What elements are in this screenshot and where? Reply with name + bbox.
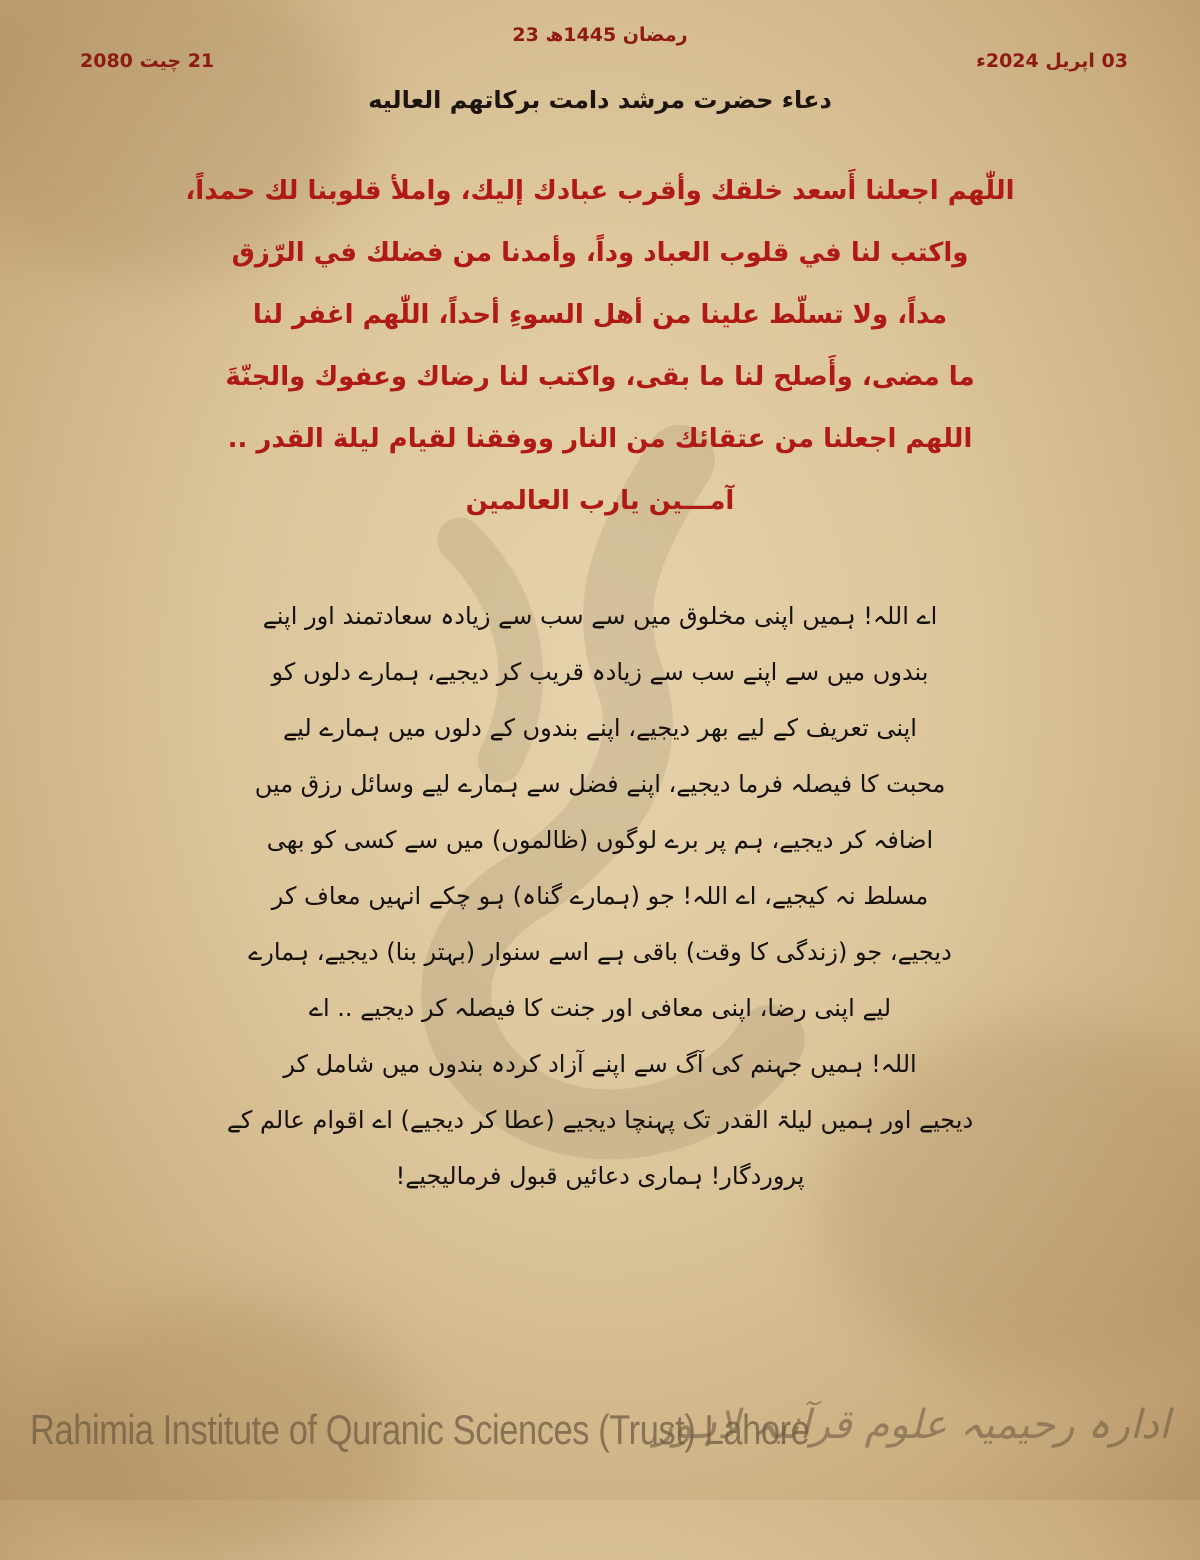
hijri-date: 23 رمضان 1445ھ — [512, 24, 688, 46]
arabic-line: اللهم اجعلنا من عتقائك من النار ووفقنا لقيام ليلة القدر .. — [227, 424, 973, 454]
urdu-line: اپنی تعریف کے لیے بھر دیجیے، اپنے بندوں کے دلوں میں ہمارے لیے — [283, 714, 917, 742]
arabic-line: واكتب لنا في قلوب العباد وداً، وأمدنا من فضلك في الرّزق — [231, 238, 969, 268]
institute-name-urdu: ادارہ رحیمیہ علوم قرآنیہ لاہور — [653, 1402, 1170, 1448]
institute-name-english: Rahimia Institute of Quranic Sciences (Trust) Lahore — [30, 1406, 810, 1453]
urdu-line: اللہ! ہمیں جہنم کی آگ سے اپنے آزاد کردہ بندوں میں شامل کر — [283, 1050, 917, 1078]
urdu-line: محبت کا فیصلہ فرما دیجیے، اپنے فضل سے ہمارے لیے وسائل رزق میں — [254, 770, 946, 798]
urdu-line: اے اللہ! ہمیں اپنی مخلوق میں سے سب سے زیادہ سعادتمند اور اپنے — [262, 602, 938, 630]
arabic-line: آمـــين يارب العالمين — [465, 486, 735, 516]
arabic-dua — [110, 160, 1090, 532]
urdu-line: دیجیے اور ہمیں لیلۃ القدر تک پہنچا دیجیے (عطا کر دیجیے) اے اقوام عالم کے — [226, 1106, 974, 1134]
arabic-line: ما مضى، وأَصلح لنا ما بقى، واكتب لنا رضاك وعفوك والجنّةَ — [225, 362, 975, 392]
urdu-line: اضافہ کر دیجیے، ہم پر برے لوگوں (ظالموں) میں سے کسی کو بھی — [266, 826, 934, 854]
urdu-translation — [170, 588, 1030, 1204]
urdu-line: پروردگار! ہماری دعائیں قبول فرمالیجیے! — [395, 1162, 805, 1190]
urdu-line: مسلط نہ کیجیے، اے اللہ! جو (ہمارے گناہ) ہو چکے انہیں معاف کر — [271, 882, 929, 910]
arabic-line: مداً، ولا تسلّط علينا من أهل السوءِ أحداً، اللّٰهم اغفر لنا — [252, 300, 948, 330]
bikrami-date: 21 چیت 2080 — [80, 50, 215, 72]
footer — [0, 1398, 1200, 1478]
urdu-line: دیجیے، جو (زندگی کا وقت) باقی ہے اسے سنوار (بہتر بنا) دیجیے، ہمارے — [248, 938, 952, 966]
urdu-line: بندوں میں سے اپنے سب سے زیادہ قریب کر دیجیے، ہمارے دلوں کو — [271, 658, 929, 686]
arabic-line: اللّٰهم اجعلنا أَسعد خلقك وأقرب عبادك إليك، واملأ قلوبنا لك حمداً، — [185, 176, 1015, 206]
gregorian-date: 03 اپریل 2024ء — [976, 50, 1128, 72]
urdu-line: لیے اپنی رضا، اپنی معافی اور جنت کا فیصلہ کر دیجیے .. اے — [308, 994, 892, 1022]
page-title: دعاء حضرت مرشد دامت برکاتهم العالیه — [368, 86, 832, 114]
